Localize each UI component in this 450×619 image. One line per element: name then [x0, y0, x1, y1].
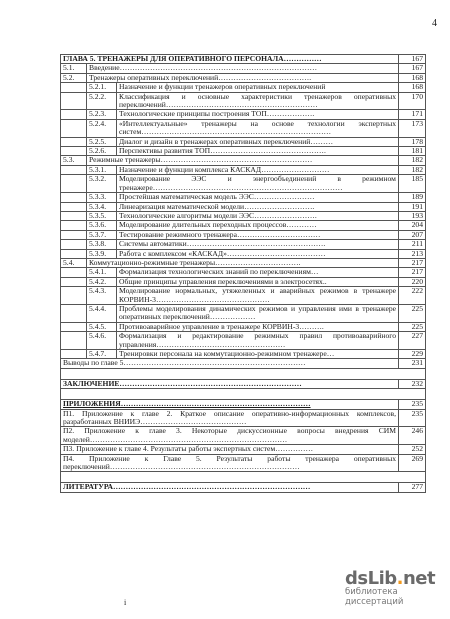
- toc-section-number: [61, 147, 87, 156]
- toc-entry-text: «Интеллектуальные» тренажеры на основе технологии экспертных систем…………………………………………………………………: [117, 119, 399, 137]
- toc-section-number: [61, 322, 87, 331]
- toc-row: [61, 409, 426, 427]
- toc-subsection-number: 5.2.1.: [87, 83, 117, 92]
- toc-page-number: 217: [399, 268, 426, 277]
- toc-page-number: 171: [399, 110, 426, 119]
- toc-subsection-number: 5.4.7.: [87, 350, 117, 359]
- toc-section-number: [61, 92, 87, 110]
- watermark-subtitle: библиотека диссертаций: [345, 587, 404, 607]
- toc-entry-text: Работа с комплексом «КАСКАД»…………………………………: [117, 249, 399, 258]
- toc-entry-text: Введение……………………………………………………………………: [87, 64, 399, 73]
- toc-page-number: 269: [399, 454, 426, 472]
- toc-section-number: [61, 277, 87, 286]
- toc-page-number: 167: [399, 55, 426, 64]
- toc-entry-text: Выводы по главе 5………………………………………………………………: [61, 359, 399, 368]
- toc-page-number: 220: [399, 277, 426, 286]
- toc-page-number: 225: [399, 322, 426, 331]
- toc-entry-text: Противоаварийное управление в тренажере КОРВИН-3……….: [117, 322, 399, 331]
- toc-row: [61, 110, 426, 119]
- toc-page-number: 231: [399, 359, 426, 368]
- toc-entry-text: Перспективы развития ТОП……………………………………….: [117, 147, 399, 156]
- toc-subsection-number: 5.3.3.: [87, 193, 117, 202]
- toc-row: [61, 483, 426, 492]
- toc-row: [61, 400, 426, 409]
- toc-entry-text: Коммутационно-режимные тренажеры…………………………….: [87, 258, 399, 267]
- toc-row: [61, 350, 426, 359]
- toc-entry-text: Тренажеры оперативных переключений……………………………….: [87, 73, 399, 82]
- toc-row: [61, 211, 426, 220]
- toc-entry-text: Простейшая математическая модель ЭЭС……………………: [117, 193, 399, 202]
- toc-subsection-number: 5.3.2.: [87, 175, 117, 193]
- toc-page-number: 235: [399, 409, 426, 427]
- toc-entry-text: Проблемы моделирования динамических режимов и управления ими в тренажере оперативных переключений………………: [117, 304, 399, 322]
- toc-row: [61, 249, 426, 258]
- toc-entry-text: Системы автоматики……………………………………………….: [117, 240, 399, 249]
- toc-entry-text: Технологические алгоритмы модели ЭЭС…………………….: [117, 211, 399, 220]
- toc-section-number: [61, 268, 87, 277]
- toc-section-number: [61, 350, 87, 359]
- toc-row: [61, 454, 426, 472]
- toc-subsection-number: 5.2.3.: [87, 110, 117, 119]
- toc-page-number: 182: [399, 165, 426, 174]
- toc-section-number: 5.3.: [61, 156, 87, 165]
- toc-section-number: [61, 119, 87, 137]
- toc-subsection-number: 5.4.5.: [87, 322, 117, 331]
- toc-entry-text: П2. Приложение к главе 3. Некоторые дискуссионные вопросы внедрения СИМ моделей……………………………………………………………………: [61, 427, 399, 445]
- toc-entry-text: Тестирование режимного тренажера……………………………: [117, 230, 399, 239]
- toc-subsection-number: 5.2.2.: [87, 92, 117, 110]
- toc-row: [61, 73, 426, 82]
- toc-subsection-number: 5.3.4.: [87, 202, 117, 211]
- toc-row: [61, 389, 426, 400]
- toc-row: [61, 277, 426, 286]
- toc-page-number: 207: [399, 230, 426, 239]
- toc-subsection-number: 5.3.9.: [87, 249, 117, 258]
- toc-subsection-number: 5.3.6.: [87, 221, 117, 230]
- toc-entry-text: Назначение и функции тренажеров оперативных переключений: [117, 83, 399, 92]
- toc-page-number: 225: [399, 304, 426, 322]
- toc-page-number: 217: [399, 258, 426, 267]
- toc-row: [61, 230, 426, 239]
- toc-row: [61, 379, 426, 388]
- toc-entry-text: П4. Приложение к Главе 5. Результаты работы тренажера оперативных переключений…………………………………………………………………: [61, 454, 399, 472]
- toc-section-number: [61, 211, 87, 220]
- toc-row: [61, 193, 426, 202]
- toc-row: [61, 427, 426, 445]
- toc-page-number: 173: [399, 119, 426, 137]
- toc-page-number: 167: [399, 64, 426, 73]
- toc-row: [61, 368, 426, 379]
- table-of-contents: [60, 54, 426, 493]
- toc-page-number: 168: [399, 73, 426, 82]
- toc-subsection-number: 5.3.1.: [87, 165, 117, 174]
- toc-row: [61, 221, 426, 230]
- toc-section-number: [61, 165, 87, 174]
- toc-page-number: 277: [399, 483, 426, 492]
- toc-row: [61, 83, 426, 92]
- toc-row: [61, 359, 426, 368]
- toc-entry-text: Общие принципы управления переключениями в электросетях..: [117, 277, 399, 286]
- toc-subsection-number: 5.4.6.: [87, 332, 117, 350]
- toc-entry-text: Моделирование длительных переходных процессов…………: [117, 221, 399, 230]
- toc-entry-text: Классификация и основные характеристики тренажеров оперативных переключений……………………………………………………: [117, 92, 399, 110]
- toc-subsection-number: 5.2.5.: [87, 137, 117, 146]
- toc-row: [61, 156, 426, 165]
- toc-entry-text: Формализация и редактирование режимных правил противоаварийного управления……………………………………………: [117, 332, 399, 350]
- toc-page-number: 191: [399, 202, 426, 211]
- toc-subsection-number: 5.3.7.: [87, 230, 117, 239]
- toc-section-number: [61, 175, 87, 193]
- toc-page-number: 227: [399, 332, 426, 350]
- toc-page-number: 222: [399, 287, 426, 305]
- toc-section-number: [61, 240, 87, 249]
- toc-row: [61, 240, 426, 249]
- toc-section-number: 5.2.: [61, 73, 87, 82]
- toc-section-number: [61, 249, 87, 258]
- toc-page-number: 178: [399, 137, 426, 146]
- toc-entry-text: ГЛАВА 5. ТРЕНАЖЕРЫ ДЛЯ ОПЕРАТИВНОГО ПЕРСОНАЛА……………: [61, 55, 399, 64]
- toc-page-number: 232: [399, 379, 426, 388]
- toc-page-number: 182: [399, 156, 426, 165]
- toc-row: [61, 472, 426, 483]
- toc-row: [61, 64, 426, 73]
- toc-page-number: 229: [399, 350, 426, 359]
- toc-row: [61, 287, 426, 305]
- toc-row: [61, 175, 426, 193]
- toc-spacer: [61, 389, 426, 400]
- toc-subsection-number: 5.4.3.: [87, 287, 117, 305]
- toc-row: [61, 202, 426, 211]
- toc-page-number: 170: [399, 92, 426, 110]
- toc-subsection-number: 5.2.6.: [87, 147, 117, 156]
- toc-entry-text: ЗАКЛЮЧЕНИЕ………………………………………………………………: [61, 379, 399, 388]
- toc-section-number: 5.1.: [61, 64, 87, 73]
- toc-entry-text: Назначение и функции комплекса КАСКАД………………………: [117, 165, 399, 174]
- dslib-watermark: [345, 568, 450, 607]
- toc-page-number: 181: [399, 147, 426, 156]
- toc-page-number: 213: [399, 249, 426, 258]
- toc-section-number: [61, 137, 87, 146]
- dslib-logo: dsLib.net: [345, 568, 436, 589]
- toc-entry-text: Моделирование ЭЭС и энергообъединений в режимном тренажере…………………………………………………………………: [117, 175, 399, 193]
- toc-row: [61, 445, 426, 454]
- toc-subsection-number: 5.4.4.: [87, 304, 117, 322]
- toc-page-number: 193: [399, 211, 426, 220]
- toc-row: [61, 332, 426, 350]
- toc-subsection-number: 5.4.2.: [87, 277, 117, 286]
- toc-row: [61, 147, 426, 156]
- toc-row: [61, 304, 426, 322]
- toc-row: [61, 137, 426, 146]
- toc-entry-text: Формализация технологических знаний по переключениям…: [117, 268, 399, 277]
- toc-page-number: 211: [399, 240, 426, 249]
- toc-page-number: 252: [399, 445, 426, 454]
- toc-entry-text: Технологические принципы построения ТОП……………….: [117, 110, 399, 119]
- toc-spacer: [61, 472, 426, 483]
- toc-section-number: [61, 202, 87, 211]
- toc-entry-text: П3. Приложение к главе 4. Результаты работы экспертных систем……………: [61, 445, 399, 454]
- toc-section-number: [61, 110, 87, 119]
- toc-row: [61, 165, 426, 174]
- toc-subsection-number: 5.4.1.: [87, 268, 117, 277]
- toc-page-number: 204: [399, 221, 426, 230]
- toc-row: [61, 258, 426, 267]
- toc-entry-text: Тренировки персонала на коммутационно-режимном тренажере…: [117, 350, 399, 359]
- toc-row: [61, 268, 426, 277]
- toc-row: [61, 119, 426, 137]
- toc-entry-text: Моделирование нормальных, утяжеленных и аварийных режимов в тренажере КОРВИН-3………………………………………: [117, 287, 399, 305]
- footer-mark: i: [124, 598, 127, 607]
- toc-subsection-number: 5.2.4.: [87, 119, 117, 137]
- toc-page-number: 189: [399, 193, 426, 202]
- toc-page-number: 185: [399, 175, 426, 193]
- toc-entry-text: Линеаризация математической модели……………………….: [117, 202, 399, 211]
- toc-section-number: [61, 230, 87, 239]
- toc-section-number: [61, 83, 87, 92]
- toc-entry-text: П1. Приложение к главе 2. Краткое описание оперативно-информационных комплексов, разработанных ВНИИЭ……………………………………: [61, 409, 399, 427]
- toc-section-number: [61, 193, 87, 202]
- page-number: 4: [432, 18, 437, 29]
- toc-row: [61, 92, 426, 110]
- toc-page-number: 235: [399, 400, 426, 409]
- toc-subsection-number: 5.3.8.: [87, 240, 117, 249]
- toc-row: [61, 322, 426, 331]
- toc-page-number: 168: [399, 83, 426, 92]
- toc-spacer: [61, 368, 426, 379]
- toc-section-number: [61, 304, 87, 322]
- toc-section-number: [61, 287, 87, 305]
- toc-entry-text: Диалог и дизайн в тренажерах оперативных переключений………: [117, 137, 399, 146]
- toc-row: [61, 55, 426, 64]
- toc-section-number: [61, 221, 87, 230]
- toc-page-number: 246: [399, 427, 426, 445]
- toc-subsection-number: 5.3.5.: [87, 211, 117, 220]
- toc-entry-text: ПРИЛОЖЕНИЯ…………………………………………………………………: [61, 400, 399, 409]
- toc-section-number: [61, 332, 87, 350]
- toc-entry-text: ЛИТЕРАТУРА……………………………………………………………………: [61, 483, 399, 492]
- toc-section-number: 5.4.: [61, 258, 87, 267]
- toc-entry-text: Режимные тренажеры……………………………………………………: [87, 156, 399, 165]
